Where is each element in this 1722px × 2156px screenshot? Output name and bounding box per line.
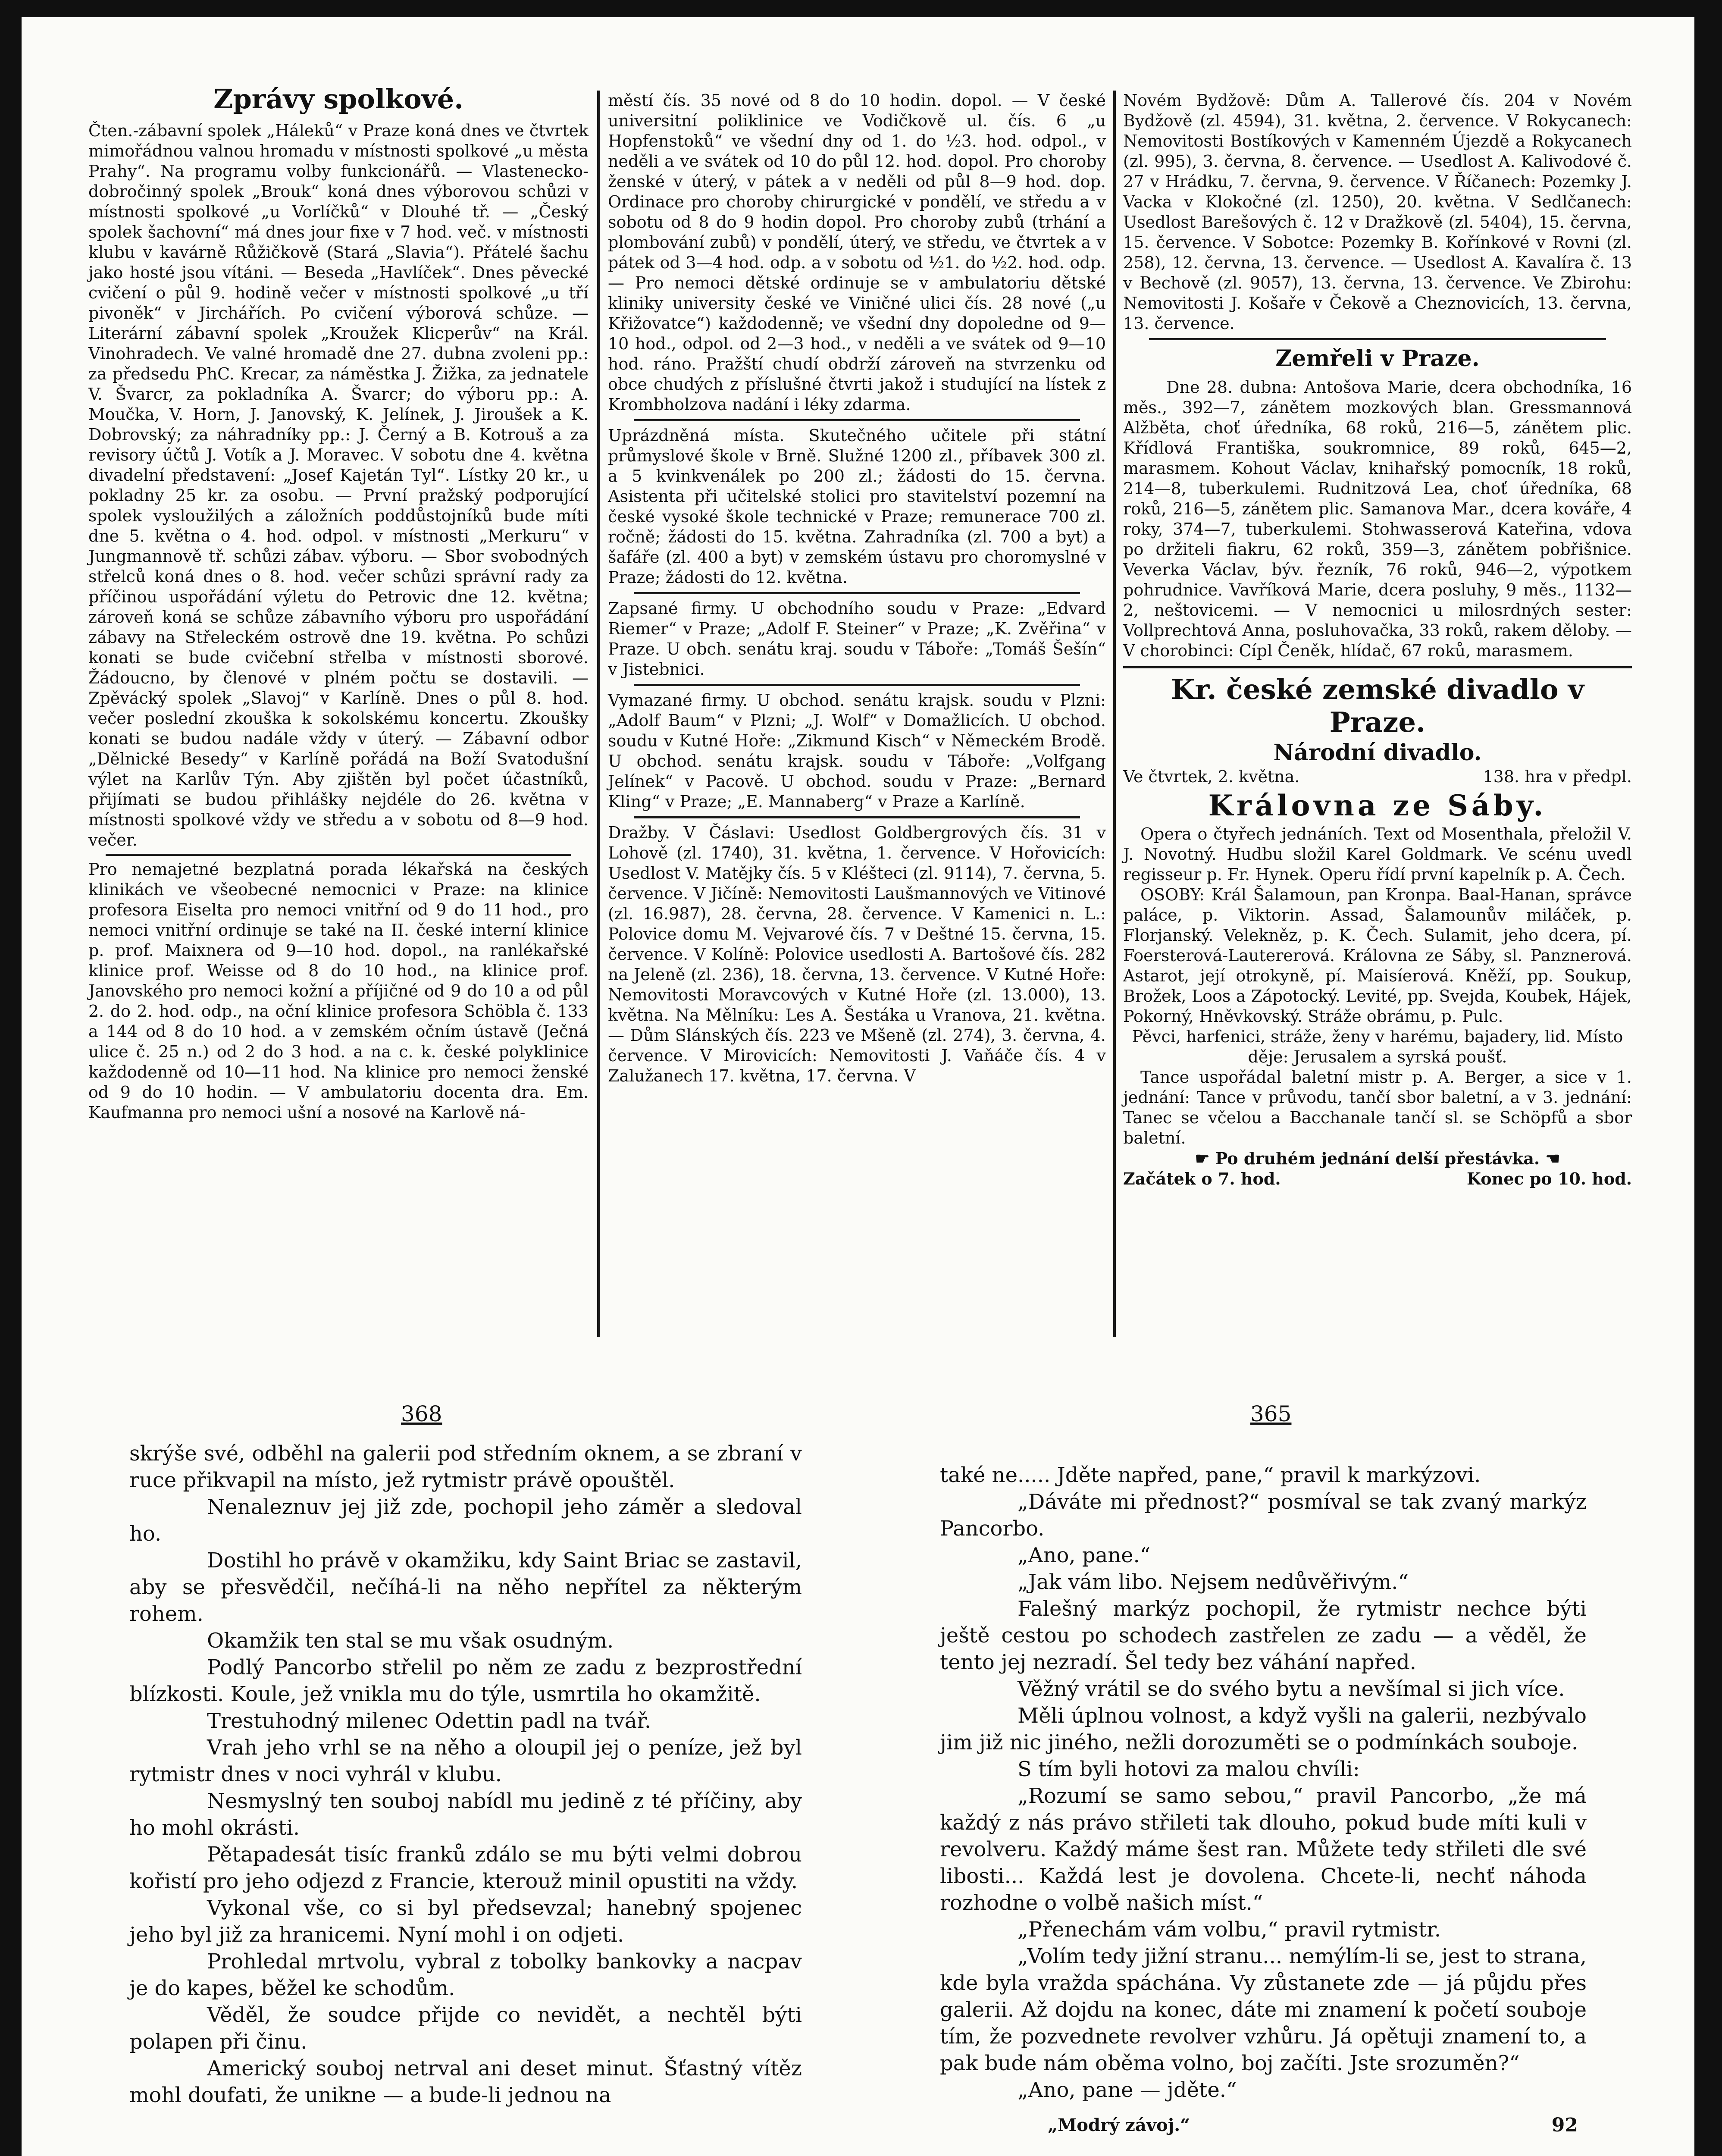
novel-paragraph: Vykonal vše, co si byl předsevzal; hanebný spojenec jeho byl již za hranicemi. Nyní mohl i on odjeti. — [129, 1896, 802, 1947]
novel-paragraph: Nesmyslný ten souboj nabídl mu jedině z té příčiny, aby ho mohl okrásti. — [129, 1789, 802, 1840]
drazby-text: Dražby. V Čáslavi: Usedlost Goldbergrových čís. 31 v Lohově (zl. 1740), 31. května, 1. července. V Hořovicích: Usedlost V. Matějky čís. 5 v Kléšteci (zl. 9114), 7. června, 5. července. V Jičíně: Nemovitosti Laušmannových ve Vitinové (zl. 16.987), 28. června, 28. července. V Kamenici n. L.: Polovice domu M. Vejvarové čís. 7 v Deštné 15. června, 15. července. V Kolíně: Polovice usedlosti A. Bartošové čís. 282 na Jeleně (zl. 236), 18. června, 13. července. V Kutné Hoře: Nemovitosti Moravcových v Kutné Hoře (zl. 13.000), 13. května. Na Mělníku: Les A. Šestáka u Vranova, 21. května. — Dům Slánských čís. 223 ve Mšeně (zl. 274), 3. června, 4. července. V Mirovicích: Nemovitosti J. Vaňáče čís. 4 v Zalužanech 17. května, 17. června. V — [608, 823, 1106, 1085]
divider — [1123, 666, 1632, 668]
novel-paragraph: „Přenechám vám volbu,“ pravil rytmistr. — [1018, 1918, 1441, 1942]
play-start: Začátek o 7. hod. — [1123, 1169, 1281, 1188]
column-divider — [1113, 91, 1116, 1337]
lekarska-porada-text: Pro nemajetné bezplatná porada lékařská na českých klinikách ve všeobecné nemocnici v Praze: na klinice profesora Eiselta pro nemoci vnitřní od 9 do 11 hod., pro nemoci vnitřní ordinuje se také na II. české interní klinice p. prof. Maixnera od 9—10 hod. dopol., na ranlékařské klinice prof. Weisse od 8 do 10 hod., na klinice prof. Janovského pro nemoci kožní a příjičné od 9 do 10 a od půl 2. do 2. hod. odp., na oční klinice profesora Schöbla č. 133 a 144 od 8 do 10 hod. a v zemském očním ústavě (Ječná ulice č. 25 n.) od 2 do 3 hod. a na c. k. české polyklinice každodenně od 10—11 hod. Na klinice pro nemoci ženské od 9 do 10 hodin. — V ambulatoriu docenta dra. Em. Kaufmanna pro nemoci ušní a nosové na Karlově ná- — [88, 860, 589, 1122]
novel-paragraph: Měli úplnou volnost, a když vyšli na galerii, nezbývalo jim již nic jiného, nežli dorozuměti se o podmínkách souboje. — [940, 1704, 1587, 1755]
pointing-hand-icon: ☚ — [1545, 1149, 1560, 1168]
vymazane-firmy-text: Vymazané firmy. U obchod. senátu krajsk. soudu v Plzni: „Adolf Baum“ v Plzni; „J. Wolf“ v Domažlicích. U obchod. soudu v Kutné Hoře: „Zikmund Kisch“ v Německém Brodě. U obchod. senátu krajsk. soudu v Táboře: „Volfgang Jelínek“ v Pacově. U obchod. soudu v Praze: „Bernard Kling“ v Praze; „E. Mannaberg“ v Praze a Karlíně. — [608, 691, 1106, 811]
theatre-listing — [1123, 674, 1632, 1189]
uprazdnena-mista-text: Uprázdněná místa. Skutečného učitele při státní průmyslové škole v Brně. Služné 1200 zl., příbavek 300 zl. a 5 kvinkvenálek po 200 zl.; žádosti do 15. června. Asistenta při učitelské stolici pro stavitelství pozemní na české vysoké škole technické v Praze; remunerace 700 zl. ročně; žádosti do 15. května. Zahradníka (zl. 700 a byt) a šafáře (zl. 400 a byt) v zemském ústavu pro choromyslné v Praze; žádosti do 12. května. — [608, 426, 1106, 587]
zapsane-firmy-text: Zapsané firmy. U obchodního soudu v Praze: „Edvard Riemer“ v Praze; „Adolf F. Steiner“ v Praze; „K. Zvěřina“ v Praze. U obch. senátu kraj. soudu v Táboře: „Tomáš Šešín“ v Jistebnici. — [608, 599, 1106, 679]
novel-paragraph: Okamžik ten stal se mu však osudným. — [207, 1629, 614, 1653]
novel-paragraph: Nenaleznuv jej již zde, pochopil jeho záměr a sledoval ho. — [129, 1495, 802, 1546]
novel-paragraph: Dostihl ho právě v okamžiku, kdy Saint Briac se zastavil, aby se přesvědčil, nečíhá-li na něho nepřítel za některým rohem. — [129, 1548, 802, 1626]
theatre-title: Kr. české zemské divadlo v Praze. — [1171, 674, 1584, 739]
divider — [634, 419, 1080, 421]
play-extras: Pěvci, harfenici, stráže, ženy v harému, bajadery, lid. Místo děje: Jerusalem a syrská poušť. — [1132, 1027, 1623, 1066]
novel-paragraph: Americký souboj netrval ani deset minut. Šťastný vítěz mohl doufati, že unikne — a bude-li jednou na — [129, 2056, 802, 2107]
column-spolkove — [88, 82, 589, 1123]
play-description: Opera o čtyřech jednáních. Text od Mosenthala, přeložil V. J. Novotný. Hudbu složil Karel Goldmark. Ve scénu uvedl regisseur p. Fr. Hynek. Operu řídí první kapelník p. A. Čech. — [1123, 824, 1632, 884]
play-ballet: Tance uspořádal baletní mistr p. A. Berger, a sice v 1. jednání: Tance v průvodu, tančí sbor baletní, a v 3. jednání: Tanec se včelou a Bacchanale tančí sl. se Schöpfů a sbor baletní. — [1123, 1068, 1632, 1147]
column-notices — [608, 91, 1106, 1086]
novel-paragraph: „Rozumí se samo sebou,“ pravil Pancorbo, „že má každý z nás právo střileti tak dlouho, pokud bude míti kuli v revolveru. Každý máme šest ran. Můžete tedy střileti dle své libosti... Každá lest je dovolena. Chcete-li, nechť náhoda rozhodne o volbě našich míst.“ — [940, 1784, 1587, 1915]
novel-paragraph: „Ano, pane.“ — [1018, 1543, 1151, 1567]
column-divider — [597, 91, 600, 1337]
section-title-zemreli: Zemřeli v Praze. — [1275, 345, 1480, 372]
play-title: Královna ze Sáby. — [1208, 789, 1547, 822]
novel-paragraph: Falešný markýz pochopil, že rytmistr nechce býti ještě cestou po schodech zastřelen ze zadu — a věděl, že tento jej nezradí. Šel tedy bez váhání napřed. — [940, 1597, 1587, 1674]
section-title-spolkove: Zprávy spolkové. — [213, 83, 463, 115]
novel-paragraph: „Dáváte mi přednost?“ posmíval se tak zvaný markýz Pancorbo. — [940, 1490, 1587, 1541]
theatre-date: Ve čtvrtek, 2. května. — [1123, 767, 1300, 786]
spolkove-text: Čten.-zábavní spolek „Háleků“ v Praze koná dnes ve čtvrtek mimořádnou valnou hromadu v místnosti spolkové „u města Prahy“. Na programu volby funkcionářů. — Vlastenecko-dobročinný spolek „Brouk“ koná dnes výborovou schůzi v místnosti spolkové „u Vorlíčků“ v Dlouhé tř. — „Český spolek šachovní“ má dnes jour fixe v 7 hod. več. v místnosti klubu v kavárně Růžičkově (Stará „Slavia“). Přátelé šachu jako hosté jsou vítáni. — Beseda „Havlíček“. Dnes pěvecké cvičení o půl 9. hodině večer v místnosti spolkové „u tří pivoněk“ v Jirchářích. Po cvičení výborová schůze. — Literární zábavní spolek „Kroužek Klicperův“ na Král. Vinohradech. Ve valné hromadě dne 27. dubna zvoleni pp.: za předsedu PhC. Krecar, za náměstka J. Žižka, za jednatele V. Švarcr, za pokladníka A. Švarcr; do výboru pp.: A. Moučka, V. Horn, J. Janovský, K. Jelínek, J. Jiroušek a K. Dobrovský; za náhradníky pp.: J. Černý a B. Kotrouš a za revisory účtů J. Votík a J. Moravec. V sobotu dne 4. května divadelní představení: „Josef Kajetán Tyl“. Lístky 20 kr., u pokladny 25 kr. za osobu. — První pražský podporující spolek vysloužilých a záložních poddůstojníků bude míti dne 5. května o 4. hod. odpol. v místnosti „Merkuru“ v Jungmannově tř. schůzi zábav. výboru. — Sbor svobodných střelců koná dnes o 8. hod. večer schůzi správní rady za příčinou uspořádání výletu do Petrovic dne 12. května; zároveň koná se schůze zábavního výboru pro uspořádání zábavy na Střeleckém ostrově dne 19. května. Po schůzi konati se bude cvičební střelba v místnosti sborové. Žádoucno, by členové v plném počtu se dostavili. — Zpěvácký spolek „Slavoj“ v Karlíně. Dnes o půl 8. hod. večer poslední zkouška k sokolskému koncertu. Zkoušky konati se budou nadále vždy v úterý. — Zábavní odbor „Dělnické Besedy“ v Karlíně pořádá na Boží Svatodušní výlet na Karlův Týn. Aby zjištěn byl počet účastníků, přijímati se budou přihlášky nejdéle do 26. května v místnosti spolkové vždy ve středu a v sobotu od 8—9 hod. večer. — [88, 121, 589, 849]
theatre-date-row — [1123, 767, 1632, 787]
novel-paragraph: skrýše své, odběhl na galerii pod středním oknem, a se zbraní v ruce přikvapil na místo, jež rytmistr právě opouštěl. — [129, 1442, 802, 1492]
sheet-number: 92 — [1551, 2114, 1578, 2136]
play-cast: OSOBY: Král Šalamoun, pan Kronpa. Baal-Hanan, správce paláce, p. Viktorin. Assad, Šalamounův miláček, p. Florjanský. Velekněz, p. K. Čech. Sulamit, jeho dcera, pí. Foersterová-Lautererová. Královna ze Sáby, sl. Panznerová. Astarot, její otrokyně, pí. Maisíerová. Kněží, pp. Soukup, Brožek, Loos a Zápotocký. Levité, pp. Svejda, Koubek, Hájek, Pokorný, Hněvkovský. Stráže obrámu, p. Pulc. — [1123, 885, 1632, 1026]
divider — [106, 854, 571, 856]
pause-text: Po druhém jednání delší přestávka. — [1215, 1149, 1540, 1168]
novel-paragraph: Prohledal mrtvolu, vybral z tobolky bankovky a nacpav je do kapes, běžel ke schodům. — [129, 1949, 802, 2000]
novel-paragraph: „Ano, pane — jděte.“ — [1018, 2078, 1237, 2102]
theatre-subtitle: Národní divadlo. — [1273, 740, 1482, 766]
novel-left-page — [129, 1440, 802, 2109]
play-pause — [1123, 1148, 1632, 1169]
novel-paragraph: Vrah jeho vrhl se na něho a oloupil jej o peníze, jež byl rytmistr dnes v noci vyhrál v klubu. — [129, 1736, 802, 1786]
page-number-right: 365 — [1250, 1401, 1292, 1426]
divider — [1149, 338, 1606, 340]
novel-paragraph: Podlý Pancorbo střelil po něm ze zadu z bezprostřední blízkosti. Koule, jež vnikla mu do týle, usmrtila ho okamžitě. — [129, 1655, 802, 1706]
poliklinika-text: městí čís. 35 nové od 8 do 10 hodin. dopol. — V české universitní poliklinice ve Vodičkově ul. čís. 6 „u Hopfenstoků“ ve všední dny od 1. do ½3. hod. odpol., v neděli a ve svátek od 10 do půl 12. hod. dopol. Pro choroby ženské v úterý, v pátek a v neděli od půl 8—9 hod. dop. Ordinace pro choroby chirurgické v pondělí, ve středu a v sobotu od 8 do 9 hodin dopol. Pro choroby zubů (trhání a plombování zubů) v pondělí, úterý, ve středu, ve čtvrtek a v pátek od 3—4 hod. odp. a v sobotu od ½1. do ½2. hod. odp. — Pro nemoci dětské ordinuje se v ambulatoriu dětské kliniky university české ve Viničné ulici čís. 28 nové („u Křižovatce“) každodenně; ve všední dny dopoledne od 9—10 hod., odpol. od 2—3 hod., v neděli a ve svátek od 9—10 hod. ráno. Pražští chudí obdrží zároveň na stvrzenku od obce chudých z příslušné čtvrti jakož i studující na lístek z Krombholzova nadání i léky zdarma. — [608, 91, 1106, 414]
theatre-subscription: 138. hra v předpl. — [1483, 767, 1632, 786]
novel-signature: „Modrý závoj.“ — [1048, 2115, 1190, 2135]
novel-paragraph: Věžný vrátil se do svého bytu a nevšímal si jich více. — [1018, 1677, 1565, 1701]
novel-paragraph: Věděl, že soudce přijde co nevidět, a nechtěl býti polapen při činu. — [129, 2003, 802, 2054]
novel-paragraph: „Volím tedy jižní stranu... nemýlím-li se, jest to strana, kde byla vražda spáchána. Vy zůstanete zde — já půjdu přes galerii. Až dojdu na konec, dáte mi znamení k početí souboje tím, že pozvednete revolver vzhůru. Já opětuji znamení to, a pak bude nám oběma volno, boj začíti. Jste srozuměn?“ — [940, 1944, 1587, 2075]
zemreli-text: Dne 28. dubna: Antošova Marie, dcera obchodníka, 16 měs., 392—7, zánětem mozkových blan. Gressmannová Alžběta, choť úředníka, 68 roků, 216—5, zánětem plic. Křídlová Františka, soukromnice, 89 roků, 645—2, marasmem. Kohout Václav, knihařský pomocník, 18 roků, 214—8, tuberkulemi. Rudnitzová Lea, choť úředníka, 68 roků, 216—5, zánětem plic. Samanova Mar., dcera kováře, 4 roky, 374—7, tuberkulemi. Stohwasserová Kateřina, vdova po držiteli fiakru, 62 roků, 359—3, zánětem pobřišnice. Veverka Václav, býv. řezník, 76 roků, 946—2, výpotkem pohrudnice. Vavříková Marie, dcera posluhy, 9 měs., 1132—2, neštovicemi. — V nemocnici u milosrdných sester: Vollprechtová Anna, posluhovačka, 33 roků, rakem děloby. — V chorobinci: Cípl Čeněk, hlídač, 67 roků, marasmem. — [1123, 378, 1632, 660]
novel-paragraph: Pětapadesát tisíc franků zdálo se mu býti velmi dobrou kořistí pro jeho odjezd z Francie, kterouž minil opustiti na vždy. — [129, 1843, 802, 1893]
page-number-left: 368 — [401, 1401, 442, 1426]
divider — [634, 816, 1080, 818]
play-end: Konec po 10. hod. — [1467, 1169, 1632, 1188]
drazby-continued-text: Novém Bydžově: Dům A. Tallerové čís. 204 v Novém Bydžově (zl. 4594), 31. května, 2. července. V Rokycanech: Nemovitosti Bostíkových v Kamenném Újezdě a Rokycanech (zl. 995), 3. června, 8. července. — Usedlost A. Kalivodové č. 27 v Hrádku, 7. června, 9. července. V Říčanech: Pozemky J. Vacka v Klokočné (zl. 1250), 20. května. V Sedlčanech: Usedlost Barešových č. 12 v Dražkově (zl. 5404), 15. června, 15. července. V Sobotce: Pozemky B. Kořínkové v Rovni (zl. 258), 12. června, 13. července. — Usedlost A. Kavalíra č. 13 v Bechově (zl. 9057), 13. června, 13. července. Ve Zbirohu: Nemovitosti J. Košaře v Čekově a Cheznovicích, 13. června, 13. července. — [1123, 91, 1632, 333]
novel-paragraph: také ne..... Jděte napřed, pane,“ pravil k markýzovi. — [940, 1463, 1481, 1487]
divider — [634, 592, 1080, 594]
novel-paragraph: S tím byli hotovi za malou chvíli: — [1018, 1757, 1360, 1781]
newspaper-page — [22, 17, 1694, 2156]
novel-paragraph: „Jak vám libo. Nejsem nedůvěřivým.“ — [1018, 1570, 1409, 1594]
novel-right-page — [940, 1462, 1587, 2136]
play-times-row — [1123, 1169, 1632, 1189]
pointing-hand-icon: ☛ — [1195, 1149, 1215, 1168]
divider — [634, 684, 1080, 686]
column-deaths-theatre — [1123, 91, 1632, 1189]
novel-paragraph: Trestuhodný milenec Odettin padl na tvář. — [207, 1709, 651, 1733]
